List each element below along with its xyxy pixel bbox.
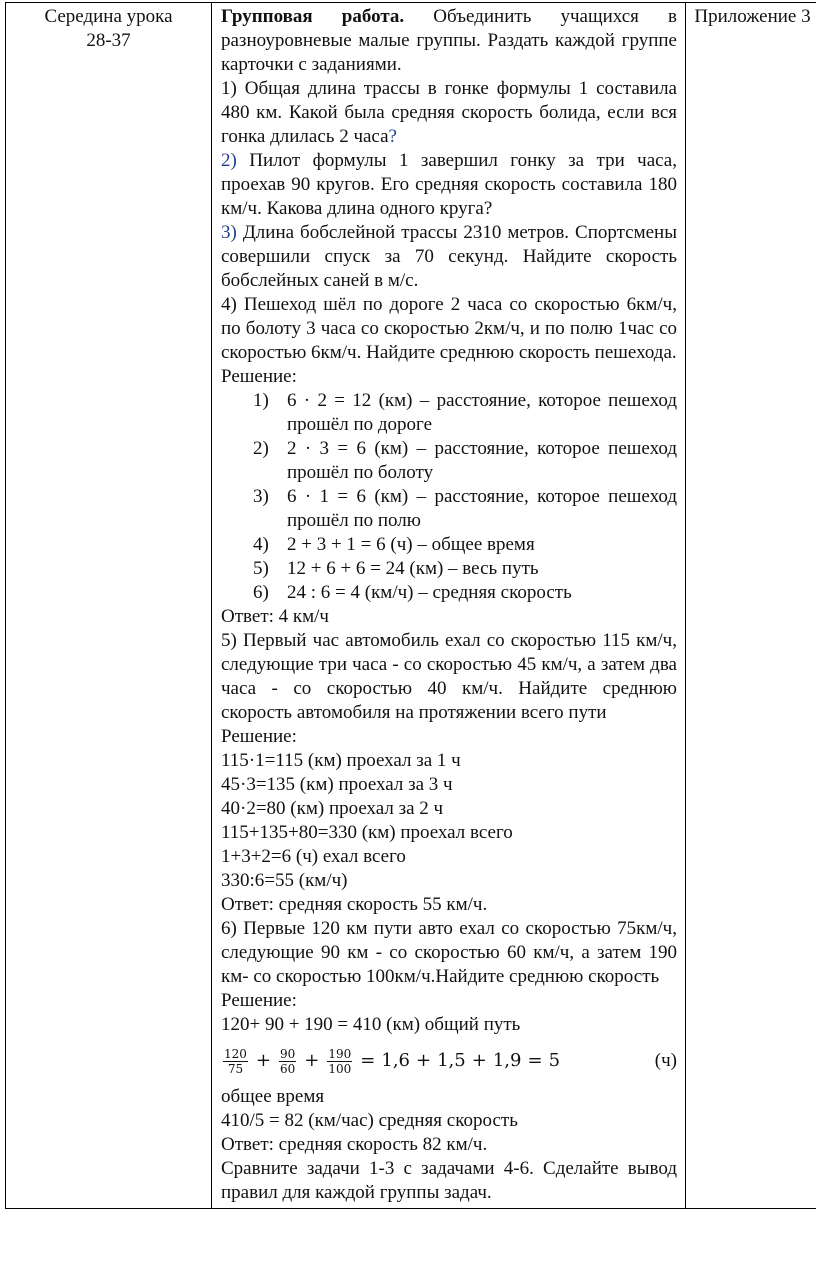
formula-result: 5 — [548, 1050, 561, 1071]
equals-sign: = — [527, 1050, 543, 1071]
plus-sign: + — [416, 1050, 432, 1071]
task-5-line: 115+135+80=330 (км) проехал всего — [221, 822, 513, 843]
task-2-number: 2) — [221, 150, 237, 171]
fraction-numerator: 190 — [328, 1046, 352, 1061]
time-formula — [221, 1037, 677, 1085]
task-6: 6) Первые 120 км пути авто ехал со скоростью 75км/ч, следующие 90 км - со скоростью 60 км/ч, а затем 190 км- со скоростью 100км/ч.Найдите среднюю скорость — [221, 918, 677, 987]
fraction-denominator: 100 — [328, 1061, 352, 1076]
task-6-answer: Ответ: средняя скорость 82 км/ч. — [221, 1134, 488, 1155]
fraction-denominator: 60 — [280, 1061, 296, 1076]
task-5: 5) Первый час автомобиль ехал со скоростью 115 км/ч, следующие три часа - со скоростью 45 км/ч, а затем два часа - со скоростью 40 км/ч. Найдите среднюю скорость автомобиля на протяжении всего пути — [221, 630, 677, 723]
task-1-text: 1) Общая длина трассы в гонке формулы 1 составила 480 км. Какой была средняя скорость болида, если вся гонка длилась 2 часа — [221, 78, 677, 147]
equals-sign: = — [360, 1050, 376, 1071]
list-item — [253, 557, 677, 581]
task-5-line: 115·1=115 (км) проехал за 1 ч — [221, 750, 461, 771]
list-item — [253, 389, 677, 437]
task-1 — [221, 77, 677, 149]
intro-text: Объединить учащихся в разноуровневые малые группы. Раздать каждой группе карточки с заданиями. — [221, 6, 677, 75]
task-2 — [221, 149, 677, 221]
step-text: 6 · 1 = 6 (км) – расстояние, которое пешеход прошёл по полю — [287, 486, 677, 531]
fraction-denominator: 75 — [227, 1061, 244, 1076]
task-4-solution-label: Решение: — [221, 366, 297, 387]
plus-sign: + — [255, 1050, 271, 1071]
formula-value: 1,9 — [492, 1050, 522, 1071]
task-5-line: 1+3+2=6 (ч) ехал всего — [221, 846, 406, 867]
step-text: 6 · 2 = 12 (км) – расстояние, которое пешеход прошёл по дороге — [287, 390, 677, 435]
stage-cell — [6, 3, 212, 1209]
step-text: 2 + 3 + 1 = 6 (ч) – общее время — [287, 534, 535, 555]
appendix-cell — [686, 3, 816, 1209]
task-4-answer: Ответ: 4 км/ч — [221, 606, 329, 627]
step-number: 2) — [253, 438, 269, 459]
lesson-plan-table — [5, 2, 816, 1209]
step-number: 4) — [253, 534, 269, 555]
list-item — [253, 485, 677, 533]
formula-unit: (ч) — [654, 1050, 677, 1071]
fraction-numerator: 90 — [280, 1046, 296, 1061]
task-5-solution-label: Решение: — [221, 726, 297, 747]
fraction-numerator: 120 — [224, 1046, 247, 1061]
task-6-solution-label: Решение: — [221, 990, 297, 1011]
task-2-text: Пилот формулы 1 завершил гонку за три часа, проехав 90 кругов. Его средняя скорость составила 180 км/ч. Какова длина одного круга? — [221, 150, 677, 219]
step-number: 3) — [253, 486, 269, 507]
plus-sign: + — [304, 1050, 320, 1071]
task-5-answer: Ответ: средняя скорость 55 км/ч. — [221, 894, 488, 915]
task-4: 4) Пешеход шёл по дороге 2 часа со скоростью 6км/ч, по болоту 3 часа со скоростью 2км/ч, и по полю 1час со скоростью 6км/ч. Найдите среднюю скорость пешехода. — [221, 294, 677, 363]
task-3-text: Длина бобслейной трассы 2310 метров. Спортсмены совершили спуск за 70 секунд. Найдите скорость бобслейных саней в м/с. — [221, 222, 677, 291]
task-6-time-label: общее время — [221, 1086, 325, 1107]
step-text: 2 · 3 = 6 (км) – расстояние, которое пешеход прошёл по болоту — [287, 438, 677, 483]
task-5-line: 330:6=55 (км/ч) — [221, 870, 348, 891]
task-4-steps — [221, 389, 677, 605]
task-3-number: 3) — [221, 222, 237, 243]
activity-cell — [212, 3, 686, 1209]
stage-label: Середина урока — [44, 6, 173, 27]
step-number: 5) — [253, 558, 269, 579]
list-item — [253, 437, 677, 485]
intro-bold: Групповая работа. — [221, 6, 405, 27]
step-text: 12 + 6 + 6 = 24 (км) – весь путь — [287, 558, 539, 579]
fraction — [279, 1047, 296, 1076]
plus-sign: + — [471, 1050, 487, 1071]
task-3 — [221, 221, 677, 293]
task-6-line: 410/5 = 82 (км/час) средняя скорость — [221, 1110, 518, 1131]
formula-value: 1,5 — [437, 1050, 466, 1071]
task-5-line: 40·2=80 (км) проехал за 2 ч — [221, 798, 444, 819]
list-item — [253, 581, 677, 605]
conclusion-paragraph: Сравните задачи 1-3 с задачами 4-6. Сделайте вывод правил для каждой группы задач. — [221, 1158, 677, 1203]
list-item — [253, 533, 677, 557]
step-number: 1) — [253, 390, 269, 411]
fraction — [223, 1047, 248, 1076]
step-number: 6) — [253, 582, 269, 603]
formula-value: 1,6 — [381, 1050, 411, 1071]
fraction — [327, 1047, 352, 1076]
lesson-row — [6, 3, 816, 1209]
task-5-line: 45·3=135 (км) проехал за 3 ч — [221, 774, 453, 795]
step-text: 24 : 6 = 4 (км/ч) – средняя скорость — [287, 582, 572, 603]
intro-paragraph — [221, 5, 677, 77]
task-1-question-mark: ? — [388, 126, 397, 147]
appendix-label: Приложение 3 — [694, 6, 811, 27]
task-6-line: 120+ 90 + 190 = 410 (км) общий путь — [221, 1014, 521, 1035]
stage-minutes: 28-37 — [86, 30, 131, 51]
